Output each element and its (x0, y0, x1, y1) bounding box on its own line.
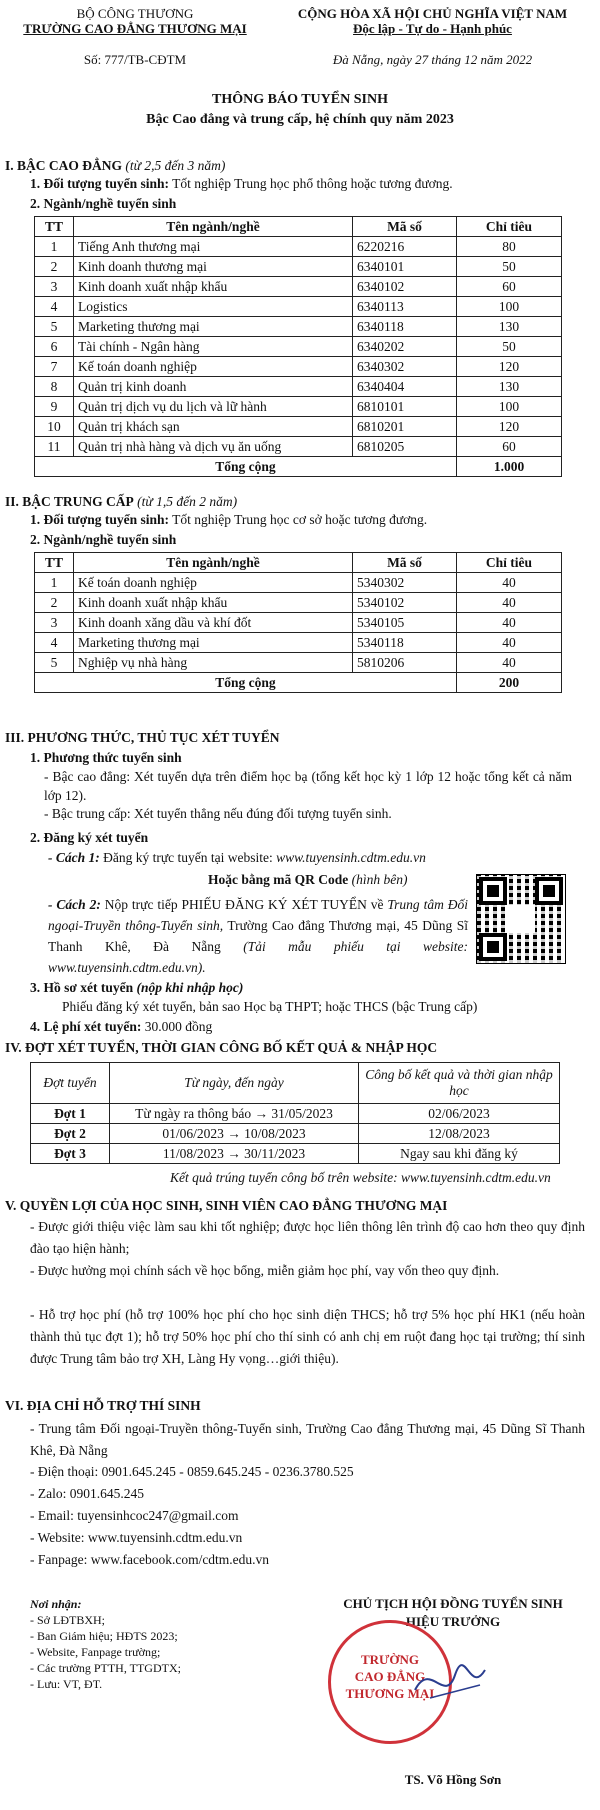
table-cell: 100 (457, 397, 562, 417)
support-zalo: - Zalo: 0901.645.245 (30, 1486, 144, 1501)
table-cell: 50 (457, 337, 562, 357)
table-cell: 6 (35, 337, 74, 357)
results-note: Kết quả trúng tuyển công bố trên website: www.tuyensinh.cdtm.edu.vn (170, 1170, 551, 1185)
table-cell: 4 (35, 633, 74, 653)
method-intermediate: - Bậc trung cấp: Xét tuyển thẳng nếu đúng đối tượng tuyển sinh. (44, 806, 392, 821)
table-cell: 60 (457, 277, 562, 297)
table-cell: 5810206 (353, 653, 457, 673)
table-cell: 6810205 (353, 437, 457, 457)
qr-code-line: Hoặc bằng mã QR Code (hình bên) (208, 872, 408, 887)
table-cell: 5340302 (353, 573, 457, 593)
table-row (35, 357, 562, 377)
col-header: Chỉ tiêu (457, 217, 562, 237)
method-college: - Bậc cao đẳng: Xét tuyển dựa trên điểm học bạ (tổng kết học kỳ 1 lớp 12 hoặc tổng kết cả năm lớp 12). (44, 769, 572, 803)
total-value: 200 (457, 673, 562, 693)
section-support-heading: VI. ĐỊA CHỈ HỖ TRỢ THÍ SINH (5, 1398, 201, 1413)
ministry-name: BỘ CÔNG THƯƠNG (76, 6, 194, 21)
col-header: Mã số (353, 217, 457, 237)
table-cell: 6340118 (353, 317, 457, 337)
table-cell: 6340113 (353, 297, 457, 317)
website-link[interactable]: www.tuyensinh.cdtm.edu.vn (276, 850, 426, 865)
col-header: Công bố kết quả và thời gian nhập học (359, 1063, 560, 1104)
table-cell: Nghiệp vụ nhà hàng (74, 653, 353, 673)
table-cell: 5340105 (353, 613, 457, 633)
table-cell: 1 (35, 237, 74, 257)
signature-role: HIỆU TRƯỞNG (405, 1614, 501, 1629)
page-title: THÔNG BÁO TUYỂN SINH (212, 92, 388, 107)
table-cell: 60 (457, 437, 562, 457)
table-cell: 50 (457, 257, 562, 277)
benefit-1: - Được giới thiệu việc làm sau khi tốt nghiệp; được học liên thông lên trình độ cao hơn theo quy định đào tạo hiện hành; (30, 1219, 585, 1256)
register-way-2: - Cách 2: Nộp trực tiếp PHIẾU ĐĂNG KÝ XÉT TUYỂN về Trung tâm Đối ngoại-Truyền thông-Tuyển sinh, Trường Cao đẳng Thương mại, 45 Dũng Sĩ Thanh Khê, Đà Nẵng (Tải mẫu phiếu tại website: www.tuyensinh.cdtm.edu.vn). (48, 897, 469, 975)
recipients-label: Nơi nhận: (30, 1597, 82, 1611)
signature-title: CHỦ TỊCH HỘI ĐỒNG TUYỂN SINH (343, 1596, 563, 1611)
table-cell: 10 (35, 417, 74, 437)
table-row (35, 437, 562, 457)
college-target: 1. Đối tượng tuyển sinh: Tốt nghiệp Trung học phổ thông hoặc tương đương. (30, 176, 453, 191)
table-cell: 7 (35, 357, 74, 377)
table-cell: 6810201 (353, 417, 457, 437)
table-cell: Kinh doanh xuất nhập khẩu (74, 277, 353, 297)
col-header: Mã số (353, 553, 457, 573)
method-label: 1. Phương thức tuyển sinh (30, 750, 182, 765)
support-fanpage[interactable]: - Fanpage: www.facebook.com/cdtm.edu.vn (30, 1552, 270, 1567)
table-header-row (35, 553, 562, 573)
table-cell: Từ ngày ra thông báo → 31/05/2023 (110, 1104, 359, 1124)
benefit-3: - Hỗ trợ học phí (hỗ trợ 100% học phí cho học sinh diện THCS; hỗ trợ 5% học phí HK1 (nếu hoàn thành thủ tục đợt 1); hỗ trợ 50% học phí cho thí sinh có anh chị em ruột đang học tại trường; thí sinh được Trung tâm bảo trợ XH, Làng Hy vọng…giới thiệu). (30, 1307, 585, 1366)
document-date: Đà Nẵng, ngày 27 tháng 12 năm 2022 (332, 52, 533, 67)
qr-code-icon[interactable] (476, 874, 566, 964)
national-motto: Độc lập - Tự do - Hạnh phúc (353, 21, 512, 36)
table-cell: 130 (457, 377, 562, 397)
table-cell: Kinh doanh xăng dầu và khí đốt (74, 613, 353, 633)
country-name: CỘNG HÒA XÃ HỘI CHỦ NGHĨA VIỆT NAM (297, 6, 568, 21)
table-cell: 40 (457, 573, 562, 593)
table-cell: 40 (457, 653, 562, 673)
school-name: TRƯỜNG CAO ĐẲNG THƯƠNG MẠI (23, 21, 247, 36)
support-email[interactable]: - Email: tuyensinhcoc247@gmail.com (30, 1508, 239, 1523)
document-number: Số: 777/TB-CĐTM (83, 52, 187, 67)
table-cell: 80 (457, 237, 562, 257)
list-item: - Sở LĐTBXH; (30, 1613, 106, 1627)
total-label: Tổng cộng (35, 673, 457, 693)
table-row (35, 317, 562, 337)
table-cell: 6340202 (353, 337, 457, 357)
college-majors-table (34, 216, 562, 477)
table-row (31, 1104, 560, 1124)
col-header: Tên ngành/nghề (74, 217, 353, 237)
table-row (35, 397, 562, 417)
table-cell: Quản trị nhà hàng và dịch vụ ăn uống (74, 437, 353, 457)
table-row (35, 573, 562, 593)
table-cell: Kinh doanh thương mại (74, 257, 353, 277)
col-header: Đợt tuyển (31, 1063, 110, 1104)
table-row (35, 593, 562, 613)
table-cell: 11 (35, 437, 74, 457)
table-cell: 6220216 (353, 237, 457, 257)
table-row (35, 633, 562, 653)
table-row (35, 417, 562, 437)
table-cell: 5340118 (353, 633, 457, 653)
table-cell: Marketing thương mại (74, 633, 353, 653)
rounds-table (30, 1062, 560, 1164)
col-header: Chỉ tiêu (457, 553, 562, 573)
table-cell: 3 (35, 613, 74, 633)
col-header: Tên ngành/nghề (74, 553, 353, 573)
table-row (35, 613, 562, 633)
table-cell: Kinh doanh xuất nhập khẩu (74, 593, 353, 613)
table-cell: Kế toán doanh nghiệp (74, 573, 353, 593)
table-cell: 6340302 (353, 357, 457, 377)
table-cell: 5 (35, 317, 74, 337)
table-cell: Marketing thương mại (74, 317, 353, 337)
table-cell: 2 (35, 257, 74, 277)
table-cell: 100 (457, 297, 562, 317)
table-header-row (31, 1063, 560, 1104)
table-cell: 1 (35, 573, 74, 593)
table-cell: 12/08/2023 (359, 1124, 560, 1144)
signer-name: TS. Võ Hồng Sơn (404, 1772, 502, 1787)
intermediate-majors-label: 2. Ngành/nghề tuyển sinh (30, 532, 177, 547)
table-cell: 01/06/2023 → 10/08/2023 (110, 1124, 359, 1144)
support-address: - Trung tâm Đối ngoại-Truyền thông-Tuyển sinh, Trường Cao đẳng Thương mại, 45 Dũng Sĩ Thanh Khê, Đà Nẵng (30, 1421, 585, 1458)
school-stamp: TRƯỜNG CAO ĐẲNG THƯƠNG MẠI (328, 1620, 452, 1744)
table-row (35, 653, 562, 673)
table-cell: Ngay sau khi đăng ký (359, 1144, 560, 1164)
table-cell: 5340102 (353, 593, 457, 613)
table-cell: 6340101 (353, 257, 457, 277)
recipients (30, 1596, 181, 1692)
table-cell: Logistics (74, 297, 353, 317)
col-header: Từ ngày, đến ngày (110, 1063, 359, 1104)
table-total-row (35, 457, 562, 477)
table-cell: Tài chính - Ngân hàng (74, 337, 353, 357)
table-row (35, 337, 562, 357)
table-cell: Tiếng Anh thương mại (74, 237, 353, 257)
table-cell: 5 (35, 653, 74, 673)
total-label: Tổng cộng (35, 457, 457, 477)
benefit-2: - Được hưởng mọi chính sách về học bổng, miễn giảm học phí, vay vốn theo quy định. (30, 1263, 500, 1278)
table-row (35, 237, 562, 257)
list-item: - Ban Giám hiệu; HĐTS 2023; (30, 1629, 178, 1643)
table-cell: 40 (457, 633, 562, 653)
support-phone: - Điện thoại: 0901.645.245 - 0859.645.245 - 0236.3780.525 (30, 1464, 354, 1479)
table-cell: 8 (35, 377, 74, 397)
header-left (0, 6, 270, 67)
table-cell: 11/08/2023 → 30/11/2023 (110, 1144, 359, 1164)
register-way-1: - Cách 1: Đăng ký trực tuyến tại website: www.tuyensinh.cdtm.edu.vn (48, 850, 426, 865)
header-right (265, 6, 600, 67)
table-cell: 02/06/2023 (359, 1104, 560, 1124)
table-cell: Kế toán doanh nghiệp (74, 357, 353, 377)
section-method-heading: III. PHƯƠNG THỨC, THỦ TỤC XÉT TUYỂN (5, 730, 280, 745)
documents-text: Phiếu đăng ký xét tuyển, bản sao Học bạ THPT; hoặc THCS (bậc Trung cấp) (62, 999, 478, 1014)
table-cell: Đợt 3 (31, 1144, 110, 1164)
documents-label: 3. Hồ sơ xét tuyển (nộp khi nhập học) (30, 980, 244, 995)
table-row (31, 1124, 560, 1144)
section-intermediate-heading: II. BẬC TRUNG CẤP (từ 1,5 đến 2 năm) (5, 494, 238, 509)
intermediate-target: 1. Đối tượng tuyển sinh: Tốt nghiệp Trung học cơ sở hoặc tương đương. (30, 512, 428, 527)
support-website[interactable]: - Website: www.tuyensinh.cdtm.edu.vn (30, 1530, 243, 1545)
table-cell: 2 (35, 593, 74, 613)
table-row (35, 257, 562, 277)
table-row (35, 377, 562, 397)
table-cell: 40 (457, 593, 562, 613)
table-cell: 9 (35, 397, 74, 417)
table-row (35, 277, 562, 297)
table-header-row (35, 217, 562, 237)
table-row (35, 297, 562, 317)
table-cell: 3 (35, 277, 74, 297)
table-total-row (35, 673, 562, 693)
fee-line: 4. Lệ phí xét tuyển: 30.000 đồng (30, 1019, 213, 1034)
table-row (31, 1144, 560, 1164)
table-cell: 120 (457, 357, 562, 377)
intermediate-majors-table (34, 552, 562, 693)
table-cell: 6810101 (353, 397, 457, 417)
section-college-heading: I. BẬC CAO ĐẲNG (từ 2,5 đến 3 năm) (5, 158, 226, 173)
list-item: - Lưu: VT, ĐT. (30, 1677, 103, 1691)
register-label: 2. Đăng ký xét tuyển (30, 830, 149, 845)
table-cell: 6340102 (353, 277, 457, 297)
table-cell: 40 (457, 613, 562, 633)
table-cell: 120 (457, 417, 562, 437)
col-header: TT (35, 553, 74, 573)
page-subtitle: Bậc Cao đẳng và trung cấp, hệ chính quy năm 2023 (146, 112, 454, 127)
total-value: 1.000 (457, 457, 562, 477)
table-cell: 6340404 (353, 377, 457, 397)
table-cell: Quản trị dịch vụ du lịch và lữ hành (74, 397, 353, 417)
table-cell: Đợt 2 (31, 1124, 110, 1144)
table-cell: Quản trị khách sạn (74, 417, 353, 437)
table-cell: 4 (35, 297, 74, 317)
college-majors-label: 2. Ngành/nghề tuyển sinh (30, 196, 177, 211)
list-item: - Các trường PTTH, TTGDTX; (30, 1661, 181, 1675)
list-item: - Website, Fanpage trường; (30, 1645, 161, 1659)
section-rounds-heading: IV. ĐỢT XÉT TUYỂN, THỜI GIAN CÔNG BỐ KẾT QUẢ & NHẬP HỌC (5, 1040, 438, 1055)
col-header: TT (35, 217, 74, 237)
table-cell: Quản trị kinh doanh (74, 377, 353, 397)
table-cell: 130 (457, 317, 562, 337)
table-cell: Đợt 1 (31, 1104, 110, 1124)
signature-mark (410, 1650, 490, 1710)
section-benefits-heading: V. QUYỀN LỢI CỦA HỌC SINH, SINH VIÊN CAO ĐẲNG THƯƠNG MẠI (5, 1198, 448, 1213)
